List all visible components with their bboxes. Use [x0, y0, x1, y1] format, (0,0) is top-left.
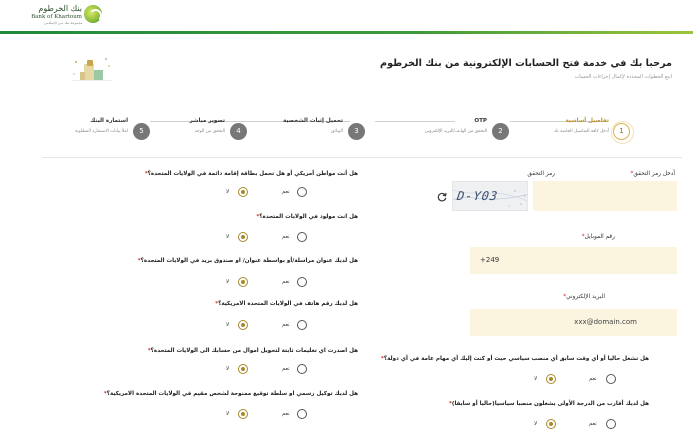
intro-section [240, 58, 672, 80]
radio-yes-label: نعم [589, 376, 597, 382]
radio-no[interactable] [238, 277, 248, 287]
radio-no[interactable] [238, 364, 248, 374]
radio-yes-label: نعم [589, 421, 597, 427]
step-2-circle[interactable]: 2 [492, 123, 509, 140]
captcha-input[interactable] [533, 181, 677, 211]
radio-yes[interactable] [297, 409, 307, 419]
radio-no-label: لا [534, 421, 538, 427]
step-2-title: OTP [474, 118, 487, 124]
question-us-phone: هل لديك رقم هاتف في الولايات المتحدة الامريكية؟* [215, 301, 358, 307]
radio-yes[interactable] [297, 277, 307, 287]
radio-no[interactable] [238, 320, 248, 330]
step-4-circle[interactable]: 4 [230, 123, 247, 140]
question-relatives-political: هل لديك أقارب من الدرجة الأولى يشغلون منصبا سياسيا(حاليا أو سابقا)* [448, 401, 649, 407]
email-input[interactable]: xxx@domain.com [470, 309, 677, 336]
page-title: مرحبا بك في خدمة فتح الحسابات الإلكترونية من بنك الخرطوم [380, 58, 672, 69]
radio-yes[interactable] [297, 187, 307, 197]
step-connector [375, 121, 455, 122]
radio-yes[interactable] [297, 320, 307, 330]
step-1-circle[interactable]: 1 [613, 123, 630, 140]
question-born-in-us: هل انت مولود في الولايات المتحدة؟* [256, 214, 358, 220]
radio-yes-label: نعم [282, 366, 290, 372]
step-4-title: تصوير مباشر [189, 118, 225, 124]
question-us-transfers: هل اصدرت اي تعليمات ثابتة لتحويل اموال من حسابك الى الولايات المتحدة؟* [147, 348, 358, 354]
radio-no-label: لا [534, 376, 538, 382]
logo-sub-text: مجموعة بنك دبي الإسلامي [44, 21, 83, 25]
radio-yes-label: نعم [282, 411, 290, 417]
account-illustration-icon [72, 56, 112, 84]
captcha-image [452, 181, 528, 211]
step-1-desc: أدخل كافة التفاصيل الخاصة بك [553, 129, 609, 134]
step-5-title: استمارة البنك [90, 118, 128, 124]
logo-arabic-text: بنك الخرطوم [38, 4, 82, 13]
radio-no-label: لا [226, 411, 230, 417]
captcha-code-label: رمز التحقق [527, 171, 555, 177]
radio-no[interactable] [238, 409, 248, 419]
mobile-input[interactable]: +249 [470, 247, 677, 274]
progress-steps [50, 112, 630, 152]
step-2-desc: التحقق من الهاتف/البريد الإلكتروني [424, 129, 487, 134]
radio-no-label: لا [226, 234, 230, 240]
radio-no-label: لا [226, 189, 230, 195]
question-political-position: هل تشغل حاليا أو أي وقت سابق أي منصب سياسي حيث أو كنت إليك أي مهام عامة في أي دولة؟* [380, 356, 649, 362]
captcha-label: أدخل رمز التحقق* [630, 171, 675, 177]
step-4-desc: التحقق من الوجه [194, 129, 225, 134]
page-subtitle: اتبع الخطوات المحددة لإكمال إجراءات الحساب [574, 74, 672, 80]
radio-no[interactable] [238, 232, 248, 242]
step-3-desc: الوثائق [330, 129, 343, 134]
email-label: البريد الإلكتروني* [563, 294, 605, 300]
step-5-desc: املأ بيانات الاستمارة المطلوبة [75, 129, 128, 134]
radio-yes[interactable] [606, 419, 616, 429]
radio-yes[interactable] [297, 232, 307, 242]
radio-no-label: لا [226, 322, 230, 328]
section-divider [42, 157, 682, 158]
step-1-title: تفاصيل أساسية [565, 118, 609, 124]
radio-yes-label: نعم [282, 322, 290, 328]
radio-no[interactable] [546, 419, 556, 429]
radio-yes[interactable] [606, 374, 616, 384]
radio-yes-label: نعم [282, 279, 290, 285]
radio-no[interactable] [546, 374, 556, 384]
radio-yes-label: نعم [282, 234, 290, 240]
header [0, 0, 693, 32]
mobile-label: رقم الموبايل* [581, 234, 615, 240]
question-us-citizen: هل أنت مواطن أمريكي أو هل تحمل بطاقة إقامة دائمة في الولايات المتحدة؟* [144, 171, 358, 177]
header-accent-line [0, 31, 693, 34]
bok-logo-icon[interactable] [84, 5, 102, 23]
radio-no-label: لا [226, 279, 230, 285]
question-us-address: هل لديك عنوان مراسلة/أو بواسطة عنوان/ او صندوق بريد في الولايات المتحدة؟* [137, 258, 358, 264]
step-5-circle[interactable]: 5 [133, 123, 150, 140]
radio-no-label: لا [226, 366, 230, 372]
radio-no[interactable] [238, 187, 248, 197]
logo-english-text: Bank of Khartoum [31, 14, 82, 20]
captcha-text: D-Y03 [456, 189, 500, 203]
radio-yes[interactable] [297, 364, 307, 374]
step-3-circle[interactable]: 3 [348, 123, 365, 140]
radio-yes-label: نعم [282, 189, 290, 195]
refresh-icon[interactable] [437, 192, 447, 202]
question-us-power-of-attorney: هل لديك توكيل رسمي او سلطة توقيع ممنوحة لشخص مقيم في الولايات المتحدة الامريكية؟* [103, 391, 358, 397]
step-3-title: تحميل إثبات الشخصية [282, 118, 343, 124]
